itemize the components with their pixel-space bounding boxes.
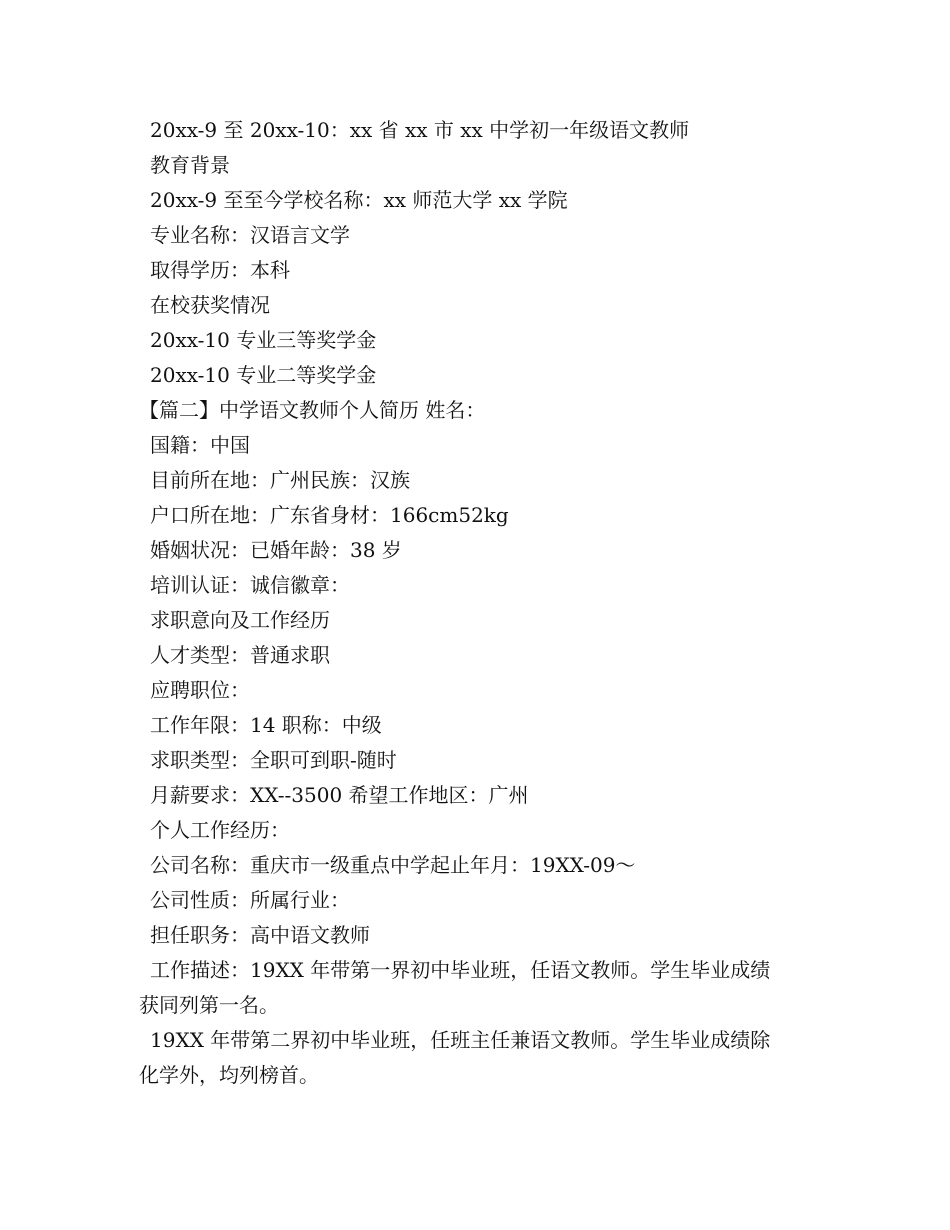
text-line: 20xx-9 至至今学校名称：xx 师范大学 xx 学院 [150,188,568,212]
text-line: 取得学历：本科 [150,258,290,282]
paragraph-first-line: 工作描述：19XX 年带第一界初中毕业班，任语文教师。学生毕业成绩 [150,958,771,982]
text-line: 月薪要求：XX--3500 希望工作地区：广州 [150,783,529,807]
text-line: 20xx-10 专业三等奖学金 [150,328,377,352]
section-heading-education: 教育背景 [150,153,230,177]
text-line: 户口所在地：广东省身材：166cm52kg [150,503,509,527]
paragraph-first-line: 19XX 年带第二界初中毕业班，任班主任兼语文教师。学生毕业成绩除 [150,1028,771,1052]
text-line: 培训认证：诚信徽章： [150,573,350,597]
section-heading-job-intent: 求职意向及工作经历 [150,608,330,632]
text-line: 应聘职位： [150,678,250,702]
work-description-paragraph [139,953,819,1023]
document-body [139,113,819,1093]
paragraph-continuation: 获同列第一名。 [139,993,279,1017]
text-line: 人才类型：普通求职 [150,643,330,667]
paragraph-continuation: 化学外，均列榜首。 [139,1063,319,1087]
text-line: 国籍：中国 [150,433,250,457]
text-line: 工作年限：14 职称：中级 [150,713,382,737]
section-heading-part-two: 【篇二】中学语文教师个人简历 姓名： [139,398,486,422]
text-line: 担任职务：高中语文教师 [150,923,370,947]
text-line: 公司名称：重庆市一级重点中学起止年月：19XX-09～ [150,853,636,877]
text-line: 求职类型：全职可到职-随时 [150,748,397,772]
text-line: 公司性质：所属行业： [150,888,350,912]
text-line: 20xx-9 至 20xx-10：xx 省 xx 市 xx 中学初一年级语文教师 [150,118,690,142]
text-line: 婚姻状况：已婚年龄：38 岁 [150,538,402,562]
text-line: 目前所在地：广州民族：汉族 [150,468,410,492]
text-line: 20xx-10 专业二等奖学金 [150,363,377,387]
text-line: 个人工作经历： [150,818,290,842]
text-line: 专业名称：汉语言文学 [150,223,350,247]
work-description-paragraph [139,1023,819,1093]
section-heading-awards: 在校获奖情况 [150,293,270,317]
